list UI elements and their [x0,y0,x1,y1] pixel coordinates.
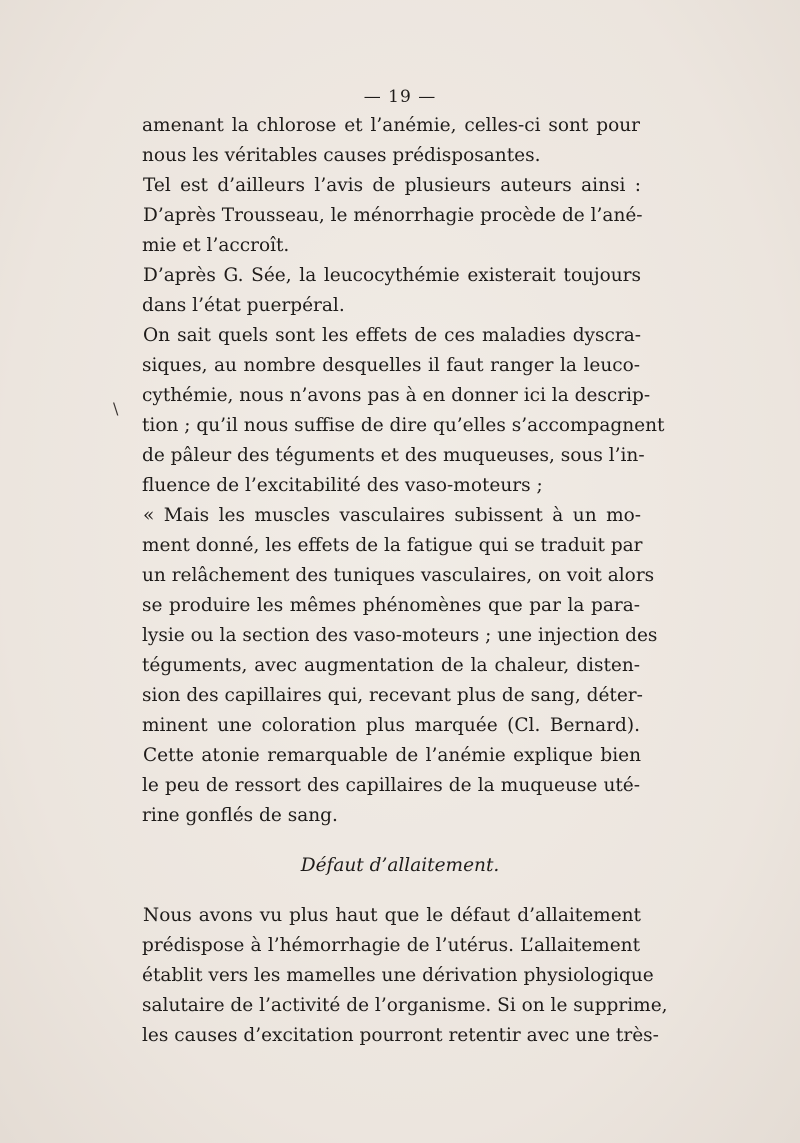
text-line: Cette atonie remarquable de l’anémie explique bien [143,745,641,766]
text-line: tion ; qu’il nous suffise de dire qu’elles s’accompagnent [142,415,665,436]
text-line: Nous avons vu plus haut que le défaut d’allaitement [143,905,641,926]
text-line: de pâleur des téguments et des muqueuses, sous l’in- [142,445,645,466]
text-line: D’après Trousseau, le ménorrhagie procède de l’ané- [143,205,643,226]
page-number: — 19 — [363,87,437,107]
text-line: On sait quels sont les effets de ces maladies dyscra- [143,325,641,346]
text-line: prédispose à l’hémorrhagie de l’utérus. L’allaitement [142,935,640,956]
text-line: lysie ou la section des vaso-moteurs ; une injection des [142,625,658,646]
text-line: Tel est d’ailleurs l’avis de plusieurs auteurs ainsi : [143,175,641,196]
text-line: fluence de l’excitabilité des vaso-moteurs ; [142,475,543,496]
text-line: dans l’état puerpéral. [142,295,345,316]
text-line: établit vers les mamelles une dérivation physiologique [142,965,654,986]
text-line: siques, au nombre desquelles il faut ranger la leuco- [142,355,640,376]
text-line: salutaire de l’activité de l’organisme. Si on le supprime, [142,995,668,1016]
text-line: rine gonflés de sang. [142,805,338,826]
text-line: téguments, avec augmentation de la chaleur, disten- [142,655,640,676]
text-line: D’après G. Sée, la leucocythémie existerait toujours [143,265,641,286]
text-line: un relâchement des tuniques vasculaires, on voit alors [142,565,655,586]
text-line: ment donné, les effets de la fatigue qui se traduit par [142,535,643,556]
text-line: cythémie, nous n’avons pas à en donner ici la descrip- [142,385,651,406]
text-line: nous les véritables causes prédisposantes. [142,145,541,166]
text-line: les causes d’excitation pourront retentir avec une très- [142,1025,659,1046]
text-line: mie et l’accroît. [142,235,290,256]
text-line: « Mais les muscles vasculaires subissent à un mo- [143,505,641,526]
text-line: sion des capillaires qui, recevant plus de sang, déter- [142,685,643,706]
text-line: se produire les mêmes phénomènes que par la para- [142,595,640,616]
text-line: le peu de ressort des capillaires de la muqueuse uté- [142,775,640,796]
section-heading: Défaut d’allaitement. [300,855,500,876]
text-line: amenant la chlorose et l’anémie, celles-ci sont pour [142,115,640,136]
text-line: minent une coloration plus marquée (Cl. Bernard). [142,715,640,736]
margin-mark: \ [113,399,119,418]
